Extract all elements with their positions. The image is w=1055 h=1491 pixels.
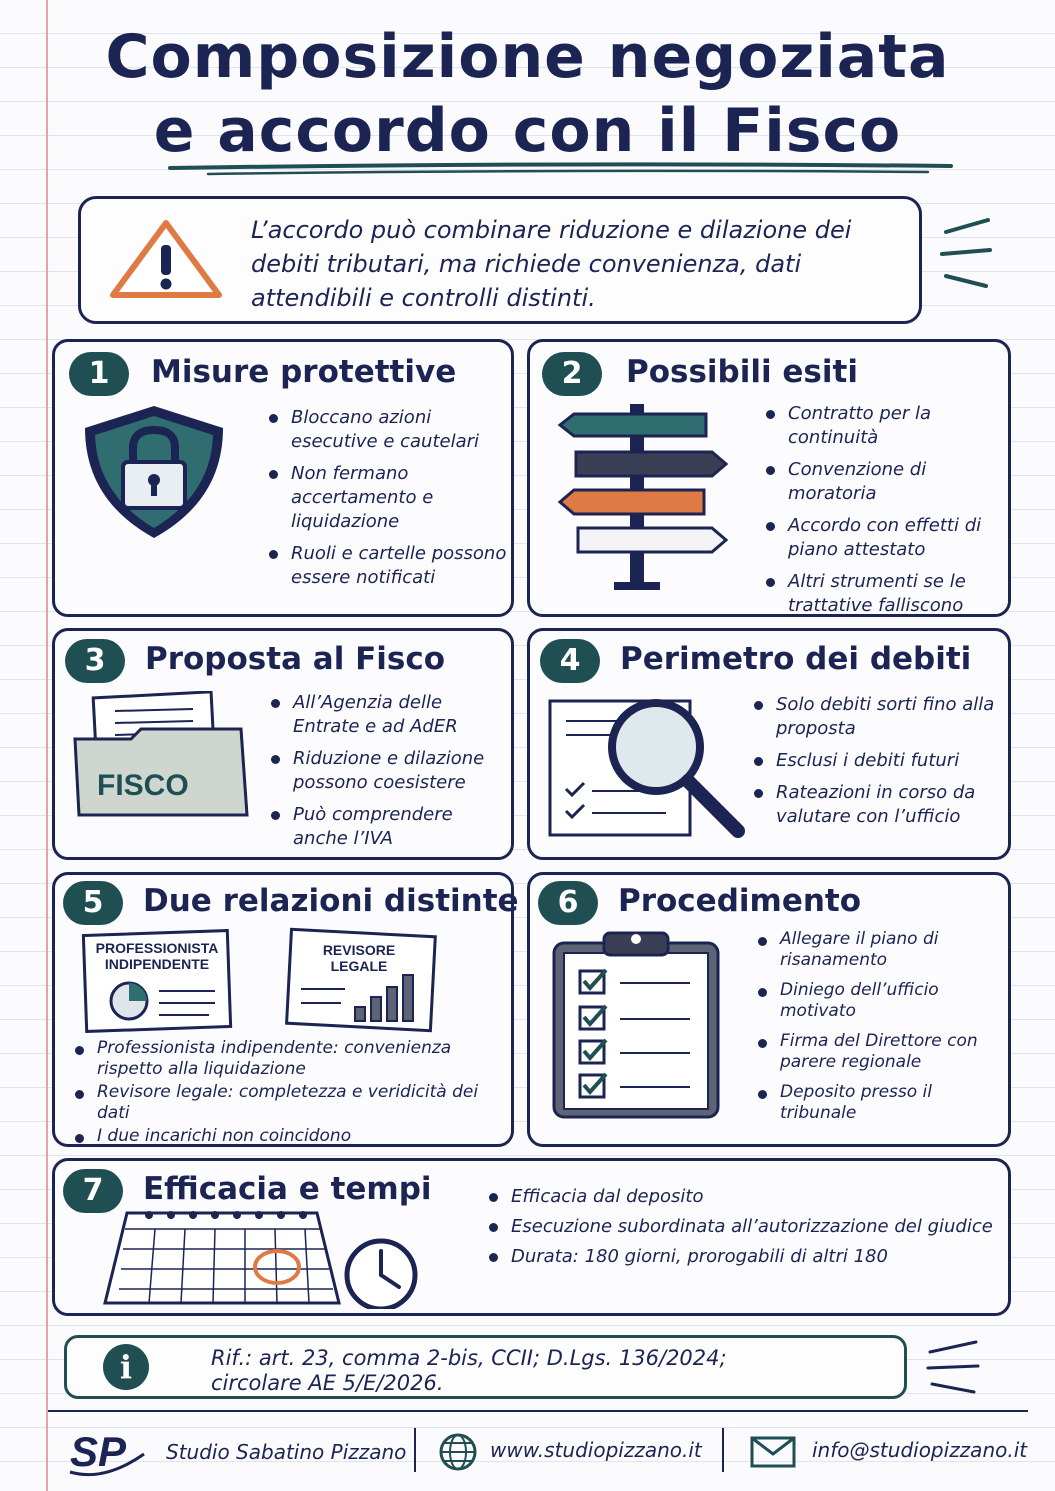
shield-lock-icon xyxy=(79,402,229,542)
reference-box xyxy=(64,1335,907,1399)
page-title-line-1: Composizione negoziata xyxy=(105,22,950,92)
website-link[interactable]: www.studiopizzano.it xyxy=(490,1438,702,1462)
email-link[interactable]: info@studiopizzano.it xyxy=(812,1438,1028,1462)
section-4-card xyxy=(527,628,1011,860)
footer xyxy=(0,1418,1055,1488)
section-5-card xyxy=(52,872,519,1147)
list-item: Allegare il piano di risanamento xyxy=(754,929,1006,971)
footer-divider xyxy=(48,1410,1028,1412)
reference-text xyxy=(211,1346,727,1396)
section-1-badge: 1 xyxy=(69,352,129,396)
section-7-list xyxy=(485,1185,1005,1277)
section-7-card xyxy=(52,1158,1011,1316)
signpost-icon xyxy=(556,402,736,592)
section-4-title: Perimetro dei debiti xyxy=(620,641,972,677)
doc1-label-line-2: INDIPENDENTE xyxy=(104,956,210,972)
studio-name: Studio Sabatino Pizzano xyxy=(166,1440,407,1464)
notebook-margin-line xyxy=(46,0,48,1491)
page-title-line-2: e accordo con il Fisco xyxy=(153,96,902,166)
list-item: Firma del Direttore con parere regionale xyxy=(754,1031,1006,1073)
list-item: Durata: 180 giorni, prorogabili di altri 180 xyxy=(485,1245,1005,1269)
list-item: Ruoli e cartelle possono essere notificati xyxy=(265,542,511,590)
section-4-list xyxy=(750,693,1006,837)
reference-line-2: circolare AE 5/E/2026. xyxy=(211,1371,444,1395)
info-icon: i xyxy=(103,1344,149,1390)
list-item: Non fermano accertamento e liquidazione xyxy=(265,462,511,534)
section-2-badge: 2 xyxy=(542,352,602,396)
folder-icon xyxy=(71,691,251,819)
calendar-clock-icon xyxy=(99,1207,439,1309)
list-item: Revisore legale: completezza e veridicità dei dati xyxy=(71,1082,511,1124)
section-6-list xyxy=(754,929,1006,1126)
list-item: Esclusi i debiti futuri xyxy=(750,749,1006,773)
section-4-badge: 4 xyxy=(540,639,600,683)
doc2-label-line-1: REVISORE xyxy=(322,942,396,958)
independent-report-doc xyxy=(79,929,235,1033)
doc1-label-line-1: PROFESSIONISTA xyxy=(95,940,219,956)
section-5-list xyxy=(71,1038,511,1149)
list-item: Solo debiti sorti fino alla proposta xyxy=(750,693,1006,741)
folder-label: FISCO xyxy=(97,769,189,802)
list-item: Deposito presso il tribunale xyxy=(754,1082,1006,1124)
list-item: Convenzione di moratoria xyxy=(762,458,1006,506)
list-item: Efficacia dal deposito xyxy=(485,1185,1005,1209)
list-item: I due incarichi non coincidono xyxy=(71,1126,511,1147)
section-3-badge: 3 xyxy=(65,639,125,683)
section-3-title: Proposta al Fisco xyxy=(145,641,446,677)
list-item: Diniego dell’ufficio motivato xyxy=(754,980,1006,1022)
footer-separator xyxy=(414,1428,416,1472)
clipboard-checklist-icon xyxy=(550,929,722,1121)
list-item: Altri strumenti se le trattative falliscono xyxy=(762,570,1006,618)
envelope-icon xyxy=(750,1436,796,1468)
title-underline xyxy=(168,160,953,178)
list-item: Bloccano azioni esecutive e cautelari xyxy=(265,406,511,454)
section-6-badge: 6 xyxy=(538,881,598,925)
list-item: Professionista indipendente: convenienza rispetto alla liquidazione xyxy=(71,1038,511,1080)
studio-logo xyxy=(64,1424,154,1480)
list-item: All’Agenzia delle Entrate e ad AdER xyxy=(267,691,513,739)
list-item: Contratto per la continuità xyxy=(762,402,1006,450)
section-1-title: Misure protettive xyxy=(151,354,457,390)
section-7-badge: 7 xyxy=(63,1169,123,1213)
warning-text: L’accordo può combinare riduzione e dilazione dei debiti tributari, ma richiede convenienza, dati attendibili e controlli distinti. xyxy=(251,216,852,312)
section-1-list xyxy=(265,406,511,598)
section-5-badge: 5 xyxy=(63,881,123,925)
section-2-list xyxy=(762,402,1006,626)
list-item: Rateazioni in corso da valutare con l’ufficio xyxy=(750,781,1006,829)
list-item: Esecuzione subordinata all’autorizzazione del giudice xyxy=(485,1215,1005,1239)
section-3-card xyxy=(52,628,514,860)
section-3-list xyxy=(267,691,513,859)
magnifier-document-icon xyxy=(546,693,752,843)
section-6-card xyxy=(527,872,1011,1147)
section-2-card xyxy=(527,339,1011,617)
section-2-title: Possibili esiti xyxy=(626,354,858,390)
section-1-card xyxy=(52,339,514,617)
warning-triangle-icon xyxy=(107,217,225,301)
globe-icon xyxy=(438,1432,478,1472)
section-5-title: Due relazioni distinte xyxy=(143,883,519,919)
accent-dashes xyxy=(936,216,996,294)
list-item: Può comprendere anche l’IVA xyxy=(267,803,513,851)
accent-dashes xyxy=(924,1338,984,1396)
list-item: Riduzione e dilazione possono coesistere xyxy=(267,747,513,795)
list-item: Accordo con effetti di piano attestato xyxy=(762,514,1006,562)
section-6-title: Procedimento xyxy=(618,883,862,919)
footer-separator xyxy=(722,1428,724,1472)
section-7-title: Efficacia e tempi xyxy=(143,1171,432,1207)
reference-line-1: Rif.: art. 23, comma 2-bis, CCII; D.Lgs. 136/2024; xyxy=(211,1346,727,1370)
doc2-label-line-2: LEGALE xyxy=(330,958,388,974)
logo-text: SP xyxy=(70,1428,127,1475)
warning-box xyxy=(78,196,922,324)
auditor-report-doc xyxy=(281,927,441,1033)
